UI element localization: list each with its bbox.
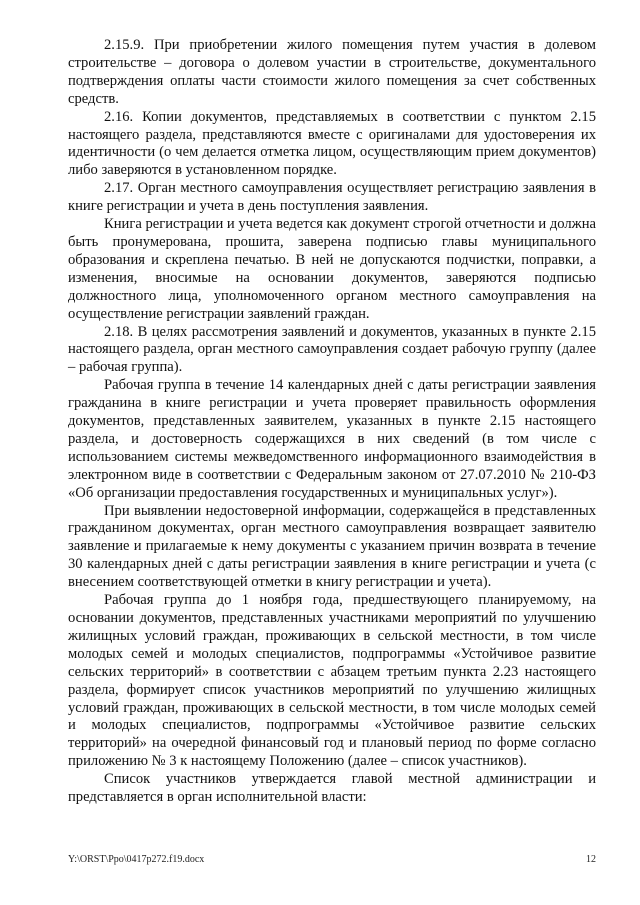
page-footer <box>68 853 596 867</box>
paragraph-working-group-check: Рабочая группа в течение 14 календарных дней с даты регистрации заявления гражданина в книге регистрации и учета проверяет правильность оформления документов, представленных заявителем, указанных в пункте 2.15 настоящего раздела, и достоверность содержащихся в них сведений (в том числе с использованием системы межведомственного информационного взаимодействия в электронном виде в соответствии с Федеральным законом от 27.07.2010 № 210-ФЗ «Об организации предоставления государственных и муниципальных услуг»). <box>68 377 596 501</box>
page-number: 12 <box>586 854 596 865</box>
paragraph-2-18: 2.18. В целях рассмотрения заявлений и документов, указанных в пункте 2.15 настоящего раздела, орган местного самоуправления создает рабочую группу (далее – рабочая группа). <box>68 323 596 376</box>
paragraph-registration-book: Книга регистрации и учета ведется как документ строгой отчетности и должна быть пронумерована, прошита, заверена подписью главы муниципального образования и скреплена печатью. В ней не допускаются подчистки, поправки, а изменения, вносимые на основании документов, заверяются подписью должностного лица, уполномоченного органом местного самоуправления на осуществление регистрации заявлений граждан. <box>68 216 597 322</box>
paragraph-participants-list-forming: Рабочая группа до 1 ноября года, предшествующего планируемому, на основании документов, представленных участниками мероприятий по улучшению жилищных условий граждан, проживающих в сельской местности, в том числе молодых семей и молодых специалистов, подпрограммы «Устойчивое развитие сельских территорий» в соответствии с абзацем третьим пункта 2.23 настоящего раздела, формирует список участников мероприятий по улучшению жилищных условий граждан, проживающих в сельской местности, в том числе молодых семей и молодых специалистов, подпрограммы «Устойчивое развитие сельских территорий» на очередной финансовый год и плановый период по форме согласно приложению № 3 к настоящему Положению (далее – список участников). <box>68 592 596 770</box>
paragraph-false-info-return: При выявлении недостоверной информации, содержащейся в представленных гражданином документах, орган местного самоуправления возвращает заявителю заявление и прилагаемые к нему документы с указанием причин возврата в течение 30 календарных дней с даты регистрации заявления в книге регистрации и учета (с внесением соответствующей отметки в книгу регистрации и учета). <box>68 502 596 591</box>
paragraph-participants-list-approval: Список участников утверждается главой местной администрации и представляется в орган исполнительной власти: <box>68 771 596 806</box>
footer-file-path: Y:\ORST\Ppo\0417p272.f19.docx <box>68 854 205 865</box>
paragraph-2-17: 2.17. Орган местного самоуправления осуществляет регистрацию заявления в книге регистрации и учета в день поступления заявления. <box>68 180 596 215</box>
paragraph-2-15-9: 2.15.9. При приобретении жилого помещения путем участия в долевом строительстве – договора о долевом участии в строительстве, документального подтверждения оплаты части стоимости жилого помещения за счет собственных средств. <box>68 37 596 107</box>
paragraph-2-16: 2.16. Копии документов, представляемых в соответствии с пунктом 2.15 настоящего раздела, представляются вместе с оригиналами для удостоверения их идентичности (о чем делается отметка лицом, осуществляющим прием документов) либо заверяются в установленном порядке. <box>68 108 596 179</box>
document-body <box>68 37 596 807</box>
